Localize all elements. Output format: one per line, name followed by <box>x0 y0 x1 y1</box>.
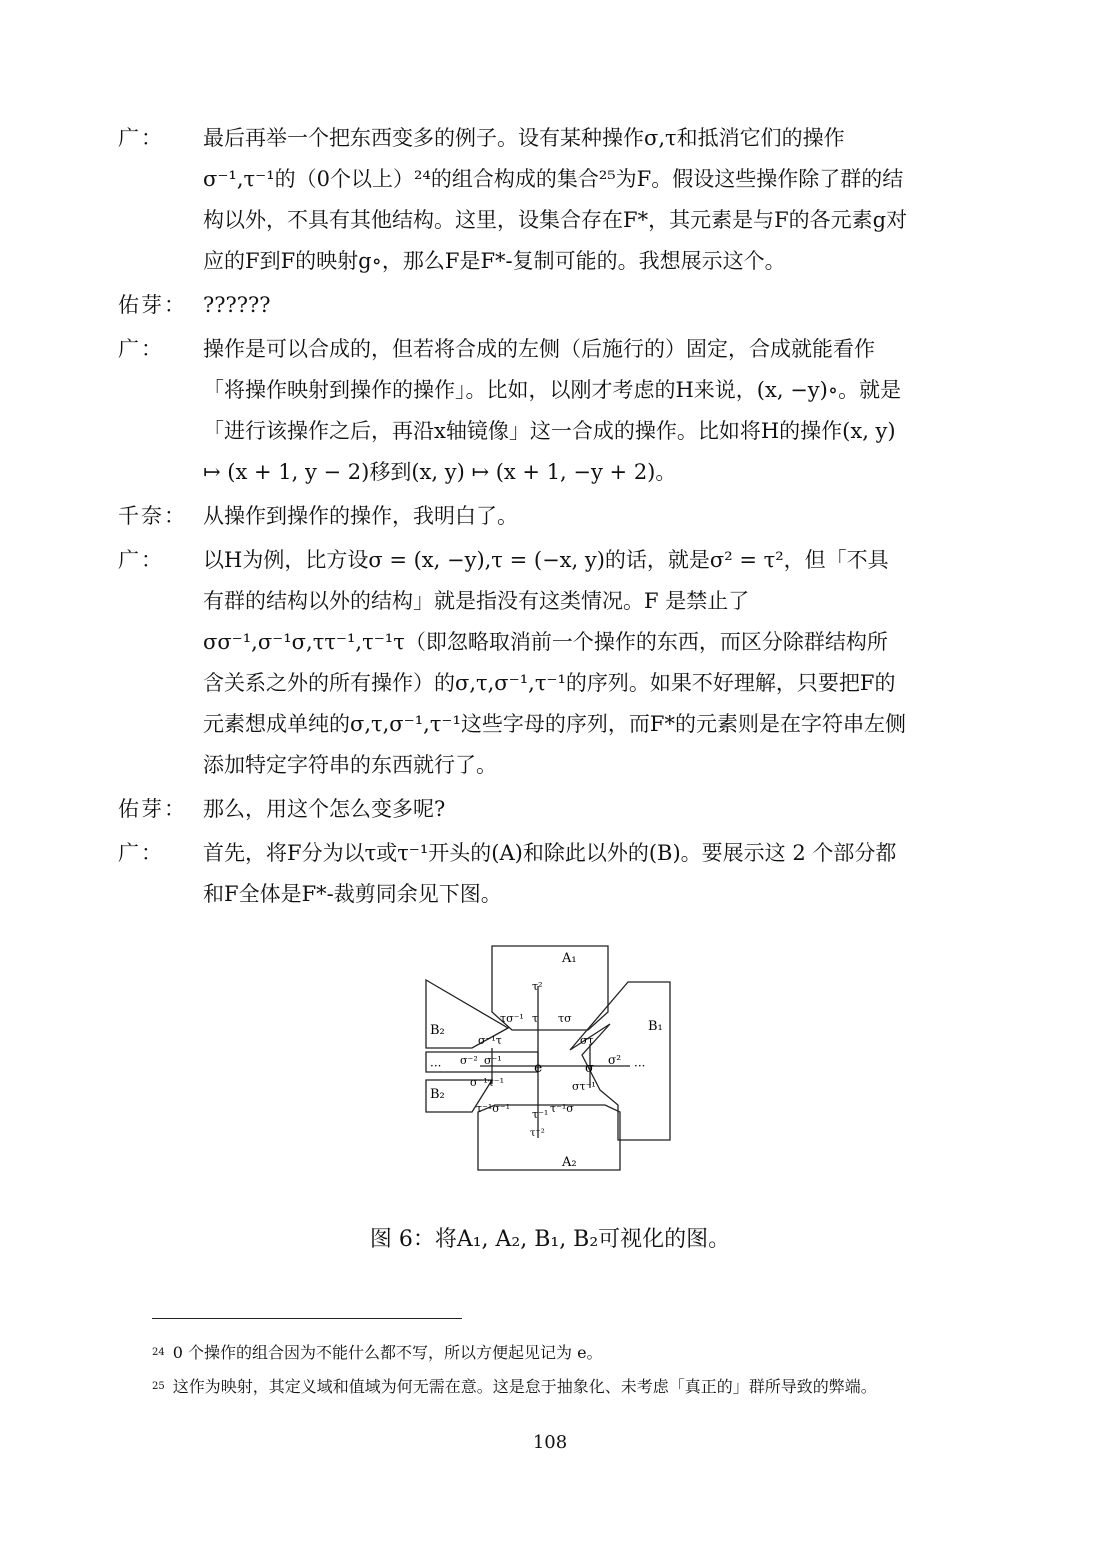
node-label: σ⁻² <box>460 1054 478 1067</box>
node-label: τ⁻² <box>530 1128 545 1139</box>
speech-text: 以H为例，比方设σ = (x, −y),τ = (−x, y)的话，就是σ² = τ²，但「不具有群的结构以外的结构」就是指没有这类情况。F 是禁止了σσ⁻¹,σ⁻¹σ,ττ⁻¹,τ⁻¹τ（即忽略取消前一个操作的东西，而区分除群结构所含关系之外的所有操作）的σ,τ,σ⁻¹,τ⁻¹的序列。如果不好理解，只要把F的元素想成单纯的σ,τ,σ⁻¹,τ⁻¹这些字母的序列，而F*的元素则是在字符串左侧添加特定字符串的东西就行了。 <box>203 548 907 777</box>
speaker-name: 千奈： <box>118 504 187 528</box>
region-b-left-strip <box>426 1052 538 1072</box>
region-label: A₁ <box>562 951 577 966</box>
node-label: e <box>534 1060 543 1076</box>
speech-text: 最后再举一个把东西变多的例子。设有某种操作σ,τ和抵消它们的操作σ⁻¹,τ⁻¹的（0个以上）²⁴的组合构成的集合²⁵为F。假设这些操作除了群的结构以外，不具有其他结构。这里，设集合存在F*，其元素是与F的各元素g对应的F到F的映射g∘，那么F是F*-复制可能的。我想展示这个。 <box>203 126 908 273</box>
node-label: τσ⁻¹ <box>500 1012 524 1025</box>
dialogue-line <box>118 833 908 915</box>
footnote-text: 这作为映射，其定义域和值域为何无需在意。这是怠于抽象化、未考虑「真正的」群所导致的弊端。 <box>172 1377 877 1396</box>
node-label: τ⁻¹ <box>532 1108 549 1121</box>
dialogue-line <box>118 496 908 537</box>
speaker-name: 广： <box>118 337 164 361</box>
dialogue <box>118 118 908 918</box>
page-number: 108 <box>532 1432 568 1453</box>
region-label: B₁ <box>648 1019 663 1034</box>
footnote-number: 25 <box>152 1381 165 1392</box>
dialogue-line <box>118 789 908 830</box>
node-label: τ⁻¹σ <box>550 1102 574 1115</box>
node-label: σ⁻¹τ <box>478 1034 502 1047</box>
node-label: σ <box>585 1061 594 1076</box>
node-label: τ² <box>532 980 543 993</box>
region-label: B₂ <box>430 1087 445 1102</box>
dialogue-line <box>118 329 908 493</box>
speaker-name: 广： <box>118 841 164 865</box>
node-label: τ⁻¹σ⁻¹ <box>476 1102 511 1115</box>
node-label: στ⁻¹ <box>572 1080 596 1093</box>
speaker-name: 广： <box>118 548 164 572</box>
speech-text: ?????? <box>203 293 271 317</box>
footnote <box>118 1372 978 1402</box>
node-label: ··· <box>430 1059 442 1073</box>
dialogue-line <box>118 540 908 786</box>
speaker-name: 广： <box>118 126 164 150</box>
node-label: τ <box>532 1012 539 1025</box>
node-label: στ <box>580 1034 594 1047</box>
speech-text: 首先，将F分为以τ或τ⁻¹开头的(A)和除此以外的(B)。要展示这 2 个部分都和F全体是F*-裁剪同余见下图。 <box>203 841 897 906</box>
node-label: σ² <box>608 1053 622 1067</box>
speech-text: 操作是可以合成的，但若将合成的左侧（后施行的）固定，合成就能看作「将操作映射到操作的操作」。比如，以刚才考虑的H来说，(x, −y)∘。就是「进行该操作之后，再沿x轴镜像」这一合成的操作。比如将H的操作(x, y) ↦ (x + 1, y − 2)移到(x, y) ↦ (x + 1, −y + 2)。 <box>203 337 902 484</box>
footnote-text: 0 个操作的组合因为不能什么都不写，所以方便起见记为 e。 <box>172 1343 603 1362</box>
node-label: ··· <box>634 1059 646 1073</box>
speech-text: 那么，用这个怎么变多呢? <box>203 797 446 821</box>
dialogue-line <box>118 285 908 326</box>
speaker-name: 佑芽： <box>118 797 187 821</box>
dialogue-line <box>118 118 908 282</box>
footnote <box>118 1338 1012 1368</box>
cayley-graph-figure <box>420 940 680 1180</box>
footnote-divider <box>152 1318 462 1319</box>
cayley-graph <box>420 940 680 1180</box>
region-label: B₂ <box>430 1023 445 1038</box>
region-label: A₂ <box>562 1155 577 1170</box>
node-label: τσ <box>558 1012 572 1025</box>
node-label: σ⁻¹ <box>484 1054 502 1067</box>
figure-caption: 图 6：将A₁, A₂, B₁, B₂可视化的图。 <box>369 1227 731 1252</box>
footnote-number: 24 <box>152 1347 165 1358</box>
speech-text: 从操作到操作的操作，我明白了。 <box>203 504 518 528</box>
node-label: σ⁻¹τ⁻¹ <box>470 1076 505 1089</box>
speaker-name: 佑芽： <box>118 293 187 317</box>
